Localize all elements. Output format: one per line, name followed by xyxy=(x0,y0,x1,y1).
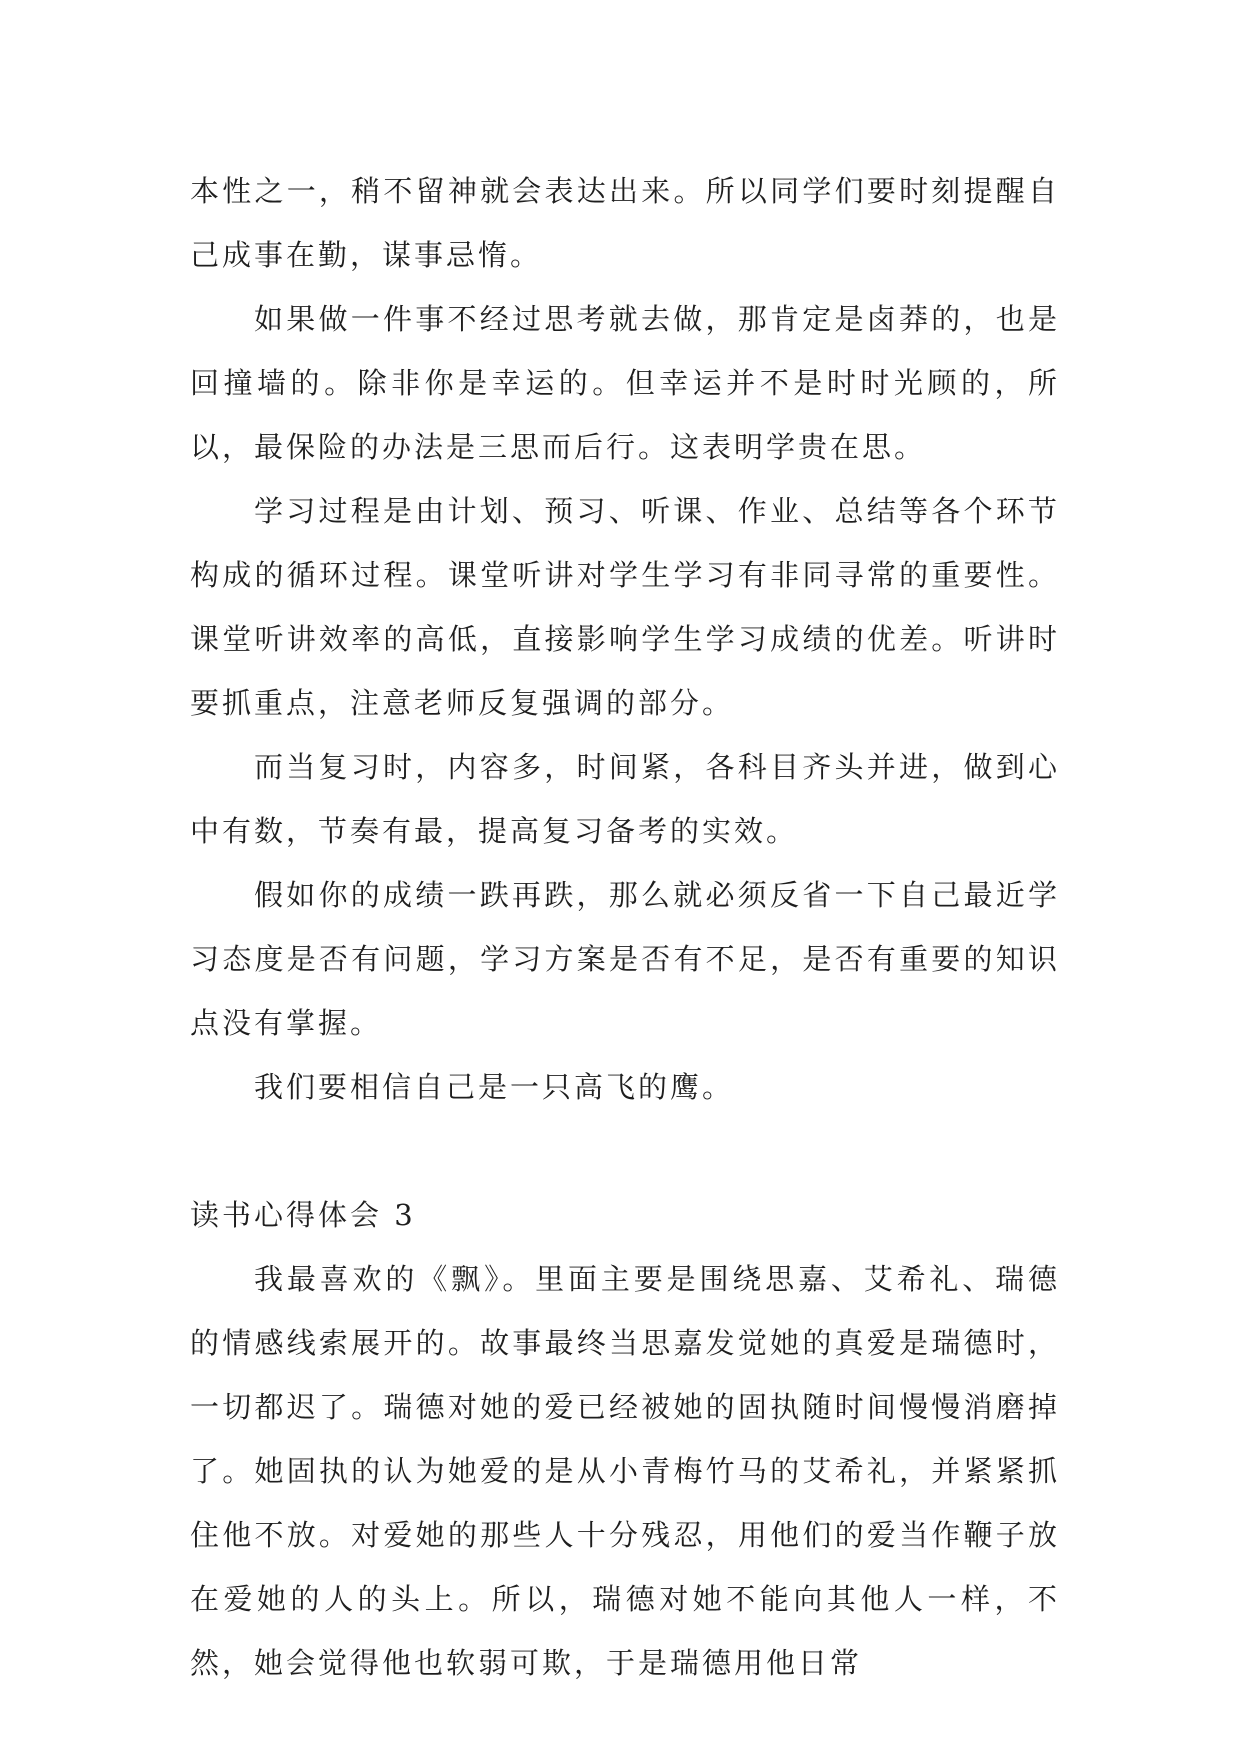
paragraph-2: 如果做一件事不经过思考就去做，那肯定是卤莽的，也是回撞墙的。除非你是幸运的。但幸运并不是时时光顾的，所以，最保险的办法是三思而后行。这表明学贵在思。 xyxy=(190,302,1060,464)
paragraph-6: 我们要相信自己是一只高飞的鹰。 xyxy=(254,1070,735,1104)
paragraph-1: 本性之一，稍不留神就会表达出来。所以同学们要时刻提醒自己成事在勤，谋事忌惰。 xyxy=(190,174,1060,272)
paragraph-5: 假如你的成绩一跌再跌，那么就必须反省一下自己最近学习态度是否有问题，学习方案是否有不足，是否有重要的知识点没有掌握。 xyxy=(190,878,1060,1040)
paragraph-3: 学习过程是由计划、预习、听课、作业、总结等各个环节构成的循环过程。课堂听讲对学生学习有非同寻常的重要性。课堂听讲效率的高低，直接影响学生学习成绩的优差。听讲时要抓重点，注意老师反复强调的部分。 xyxy=(190,494,1060,720)
section-heading: 读书心得体会 3 xyxy=(190,1198,416,1232)
paragraph-4: 而当复习时，内容多，时间紧，各科目齐头并进，做到心中有数，节奏有最，提高复习备考的实效。 xyxy=(190,750,1060,848)
document-body xyxy=(190,159,1060,1695)
paragraph-7: 我最喜欢的《飘》。里面主要是围绕思嘉、艾希礼、瑞德的情感线索展开的。故事最终当思嘉发觉她的真爱是瑞德时，一切都迟了。瑞德对她的爱已经被她的固执随时间慢慢消磨掉了。她固执的认为她爱的是从小青梅竹马的艾希礼，并紧紧抓住他不放。对爱她的那些人十分残忍，用他们的爱当作鞭子放在爱她的人的头上。所以，瑞德对她不能向其他人一样，不然，她会觉得他也软弱可欺，于是瑞德用他日常 xyxy=(190,1262,1060,1680)
